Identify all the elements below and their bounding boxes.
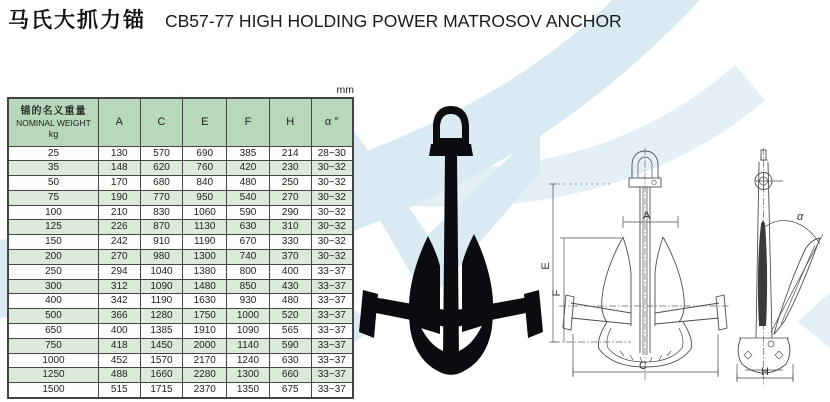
- dimension-cell: 830: [140, 205, 183, 220]
- dimension-cell: 1715: [140, 383, 183, 398]
- dimension-cell: 1450: [140, 338, 183, 353]
- dimension-cell: 760: [183, 161, 227, 176]
- dimension-cell: 33~37: [311, 309, 353, 324]
- dimension-cell: 740: [227, 250, 270, 265]
- col-header-e: E: [183, 98, 227, 146]
- dimension-cell: 210: [98, 205, 140, 220]
- dimension-cell: 480: [269, 294, 311, 309]
- weight-header-unit: kg: [48, 128, 59, 139]
- dimension-cell: 1350: [227, 383, 270, 398]
- dimension-cell: 2280: [183, 368, 227, 383]
- weight-header-en: NOMINAL WEIGHT: [16, 117, 91, 128]
- dim-label-e: E: [540, 262, 552, 270]
- dimension-cell: 1300: [227, 368, 270, 383]
- dimension-cell: 30~32: [311, 235, 353, 250]
- dimension-cell: 33~37: [311, 368, 353, 383]
- table-row: [8, 176, 353, 191]
- weight-cell: 750: [8, 338, 98, 353]
- table-row: [8, 324, 353, 339]
- dimension-cell: 214: [269, 146, 311, 161]
- dimension-cell: 1060: [183, 205, 227, 220]
- dimension-cell: 1280: [140, 309, 183, 324]
- col-header-a: A: [98, 98, 140, 146]
- title-chinese: 马氏大抓力锚: [8, 9, 146, 32]
- dimension-cell: 270: [98, 250, 140, 265]
- weight-cell: 200: [8, 250, 98, 265]
- dimension-cell: 850: [227, 279, 270, 294]
- table-row: [8, 235, 353, 250]
- dimension-cell: 590: [269, 338, 311, 353]
- dimension-cell: 30~32: [311, 176, 353, 191]
- col-header-c: C: [140, 98, 183, 146]
- dimension-cell: 418: [98, 338, 140, 353]
- weight-cell: 1250: [8, 368, 98, 383]
- side-view-drawing: [735, 148, 830, 400]
- dimension-cell: 690: [183, 146, 227, 161]
- dimension-cell: 590: [227, 205, 270, 220]
- spec-table: [7, 97, 354, 399]
- table-row: [8, 338, 353, 353]
- weight-cell: 650: [8, 324, 98, 339]
- weight-cell: 25: [8, 146, 98, 161]
- dimension-cell: 1240: [227, 353, 270, 368]
- dimension-cell: 1090: [140, 279, 183, 294]
- dimension-cell: 488: [98, 368, 140, 383]
- col-header-f: F: [227, 98, 270, 146]
- dimension-cell: 30~32: [311, 161, 353, 176]
- weight-cell: 1500: [8, 383, 98, 398]
- dimension-cell: 33~37: [311, 338, 353, 353]
- dimension-cell: 30~32: [311, 220, 353, 235]
- dimension-cell: 33~37: [311, 264, 353, 279]
- dimension-cell: 1090: [227, 324, 270, 339]
- dimension-cell: 452: [98, 353, 140, 368]
- dimension-cell: 28~30: [311, 146, 353, 161]
- dimension-cell: 33~37: [311, 383, 353, 398]
- dimension-cell: 130: [98, 146, 140, 161]
- dimension-cell: 570: [140, 146, 183, 161]
- dimension-cell: 1130: [183, 220, 227, 235]
- dimension-cell: 190: [98, 190, 140, 205]
- table-row: [8, 161, 353, 176]
- table-row: [8, 250, 353, 265]
- dimension-cell: 33~37: [311, 324, 353, 339]
- table-header-row: [8, 98, 353, 146]
- dimension-cell: 800: [227, 264, 270, 279]
- dimension-cell: 660: [269, 368, 311, 383]
- dimension-cell: 310: [269, 220, 311, 235]
- unit-label: mm: [336, 84, 354, 96]
- dimension-cell: 1660: [140, 368, 183, 383]
- dimension-cell: 1385: [140, 324, 183, 339]
- table-row: [8, 309, 353, 324]
- dimension-cell: 33~37: [311, 353, 353, 368]
- dimension-cell: 565: [269, 324, 311, 339]
- dimension-cell: 148: [98, 161, 140, 176]
- weight-cell: 125: [8, 220, 98, 235]
- dimension-cell: 930: [227, 294, 270, 309]
- dimension-cell: 230: [269, 161, 311, 176]
- dimension-cell: 270: [269, 190, 311, 205]
- weight-header-cn: 锚的名义重量: [20, 105, 87, 117]
- anchor-photo: [358, 104, 544, 390]
- dimension-cell: 480: [227, 176, 270, 191]
- dimension-cell: 420: [227, 161, 270, 176]
- col-header-h: H: [269, 98, 311, 146]
- title-english: CB57-77 HIGH HOLDING POWER MATROSOV ANCHOR: [165, 11, 622, 31]
- col-header-alpha: α °: [311, 98, 353, 146]
- weight-cell: 150: [8, 235, 98, 250]
- dimension-cell: 840: [183, 176, 227, 191]
- col-header-weight: [8, 98, 98, 146]
- dim-label-c: C: [639, 360, 647, 372]
- weight-cell: 500: [8, 309, 98, 324]
- dimension-cell: 1570: [140, 353, 183, 368]
- dimension-cell: 33~37: [311, 279, 353, 294]
- front-view-drawing: [535, 148, 735, 400]
- dim-label-a: A: [643, 210, 651, 222]
- dimension-cell: 342: [98, 294, 140, 309]
- dimension-cell: 33~37: [311, 294, 353, 309]
- dimension-cell: 675: [269, 383, 311, 398]
- dimension-cell: 515: [98, 383, 140, 398]
- dimension-cell: 950: [183, 190, 227, 205]
- dimension-cell: 2170: [183, 353, 227, 368]
- table-row: [8, 264, 353, 279]
- dimension-cell: 620: [140, 161, 183, 176]
- dimension-cell: 30~32: [311, 205, 353, 220]
- dim-label-f: F: [551, 289, 563, 297]
- weight-cell: 50: [8, 176, 98, 191]
- dimension-cell: 630: [269, 353, 311, 368]
- dimension-cell: 226: [98, 220, 140, 235]
- weight-cell: 35: [8, 161, 98, 176]
- dimension-cell: 400: [98, 324, 140, 339]
- dimension-cell: 910: [140, 235, 183, 250]
- weight-cell: 1000: [8, 353, 98, 368]
- dimension-cell: 30~32: [311, 250, 353, 265]
- dimension-cell: 385: [227, 146, 270, 161]
- dimension-cell: 370: [269, 250, 311, 265]
- page-header: [8, 4, 622, 34]
- table-row: [8, 146, 353, 161]
- weight-cell: 400: [8, 294, 98, 309]
- dimension-cell: 670: [227, 235, 270, 250]
- dimension-cell: 366: [98, 309, 140, 324]
- dimension-cell: 2000: [183, 338, 227, 353]
- dim-label-alpha: α: [797, 211, 804, 223]
- dimension-cell: 242: [98, 235, 140, 250]
- dimension-cell: 1190: [140, 294, 183, 309]
- dimension-cell: 680: [140, 176, 183, 191]
- dimension-cell: 1040: [140, 264, 183, 279]
- dimension-cell: 400: [269, 264, 311, 279]
- table-row: [8, 205, 353, 220]
- weight-cell: 100: [8, 205, 98, 220]
- dimension-cell: 1380: [183, 264, 227, 279]
- dimension-cell: 1630: [183, 294, 227, 309]
- dimension-cell: 330: [269, 235, 311, 250]
- dimension-cell: 294: [98, 264, 140, 279]
- dimension-cell: 290: [269, 205, 311, 220]
- weight-cell: 75: [8, 190, 98, 205]
- dimension-cell: 1750: [183, 309, 227, 324]
- table-row: [8, 190, 353, 205]
- dimension-cell: 980: [140, 250, 183, 265]
- dimension-cell: 30~32: [311, 190, 353, 205]
- dimension-cell: 770: [140, 190, 183, 205]
- table-row: [8, 383, 353, 398]
- dimension-cell: 630: [227, 220, 270, 235]
- dim-label-h: H: [761, 366, 769, 378]
- dimension-cell: 1140: [227, 338, 270, 353]
- spec-table-body: [8, 146, 353, 398]
- dimension-cell: 250: [269, 176, 311, 191]
- table-row: [8, 220, 353, 235]
- dimension-cell: 540: [227, 190, 270, 205]
- dimension-cell: 170: [98, 176, 140, 191]
- weight-cell: 300: [8, 279, 98, 294]
- dimension-cell: 430: [269, 279, 311, 294]
- dimension-cell: 1190: [183, 235, 227, 250]
- table-row: [8, 353, 353, 368]
- weight-cell: 250: [8, 264, 98, 279]
- table-row: [8, 279, 353, 294]
- dimension-cell: 1300: [183, 250, 227, 265]
- dimension-cell: 312: [98, 279, 140, 294]
- dimension-cell: 2370: [183, 383, 227, 398]
- dimension-cell: 1910: [183, 324, 227, 339]
- table-row: [8, 368, 353, 383]
- table-row: [8, 294, 353, 309]
- dimension-cell: 870: [140, 220, 183, 235]
- dimension-cell: 1000: [227, 309, 270, 324]
- dimension-cell: 1480: [183, 279, 227, 294]
- dimension-cell: 520: [269, 309, 311, 324]
